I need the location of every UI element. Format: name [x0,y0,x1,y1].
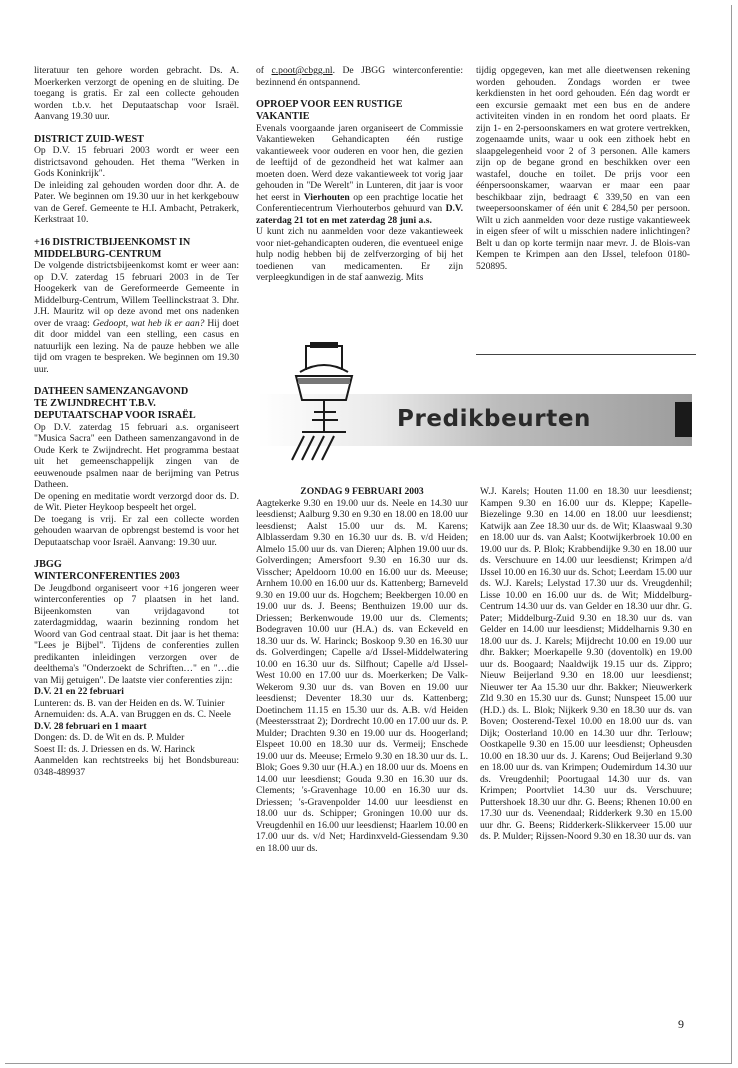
heading-middelburg [34,237,239,261]
preaching-column-2 [480,486,692,843]
heading-line: MIDDELBURG-CENTRUM [34,248,162,260]
column-1 [34,65,239,778]
preaching-heading: ZONDAG 9 FEBRUARI 2003 [300,486,424,497]
page-number: 9 [678,1017,684,1031]
conference-line: Aanmelden kan rechtstreeks bij het Bondsbureau: 0348-489937 [34,755,239,778]
bold-text: D.V. zaterdag 21 tot en met zaterdag 28 juni a.s. [256,203,463,226]
text: De volgende districtsbijeenkomst komt er weer aan: op D.V. zaterdag 15 februari 2003 in de Ter Hoogekerk van de Gereformeerde Gemeente in Middelburg-Centrum, Willem Teellinckstraat 3. Dhr. J.H. Mauritz wil op deze avond met ons nadenken over de vraag: [34,260,239,329]
date-line: D.V. 21 en 22 februari [34,686,124,698]
bold-text: Vierhouten [303,191,350,203]
heading-datheen [34,386,239,421]
paragraph: Op D.V. zaterdag 15 februari a.s. organiseert "Musica Sacra" een Datheen samenzangavond in de Oude Kerk te Zwijndrecht. Het programma bestaat uit het gemeenschappelijk zingen van de eeuwenoude psalmen naar de berijming van Petrus Datheen. [34,421,239,491]
heading-line: TE ZWIJNDRECHT T.B.V. [34,398,156,410]
paragraph [256,123,463,227]
heading-line: JBGG [34,559,62,571]
italic-question: Gedoopt, wat heb ik er aan? [92,317,205,329]
heading-jbgg [34,559,239,583]
column-3 [476,65,690,272]
heading-line: WINTERCONFERENTIES 2003 [34,571,180,583]
preaching-text: Aagtekerke 9.30 en 19.00 uur ds. Neele en 14.30 uur leesdienst; Aalburg 9.30 en 9.30 en 18.00 en 18.00 uur leesdienst; Aalst 15.00 uur ds. M. Karens; Alblasserdam 9.30 en 16.30 uur ds. B. v/d Heiden; Almelo 15.00 uur ds. van Dieren; Alphen 19.00 uur ds. Golverdingen; Amersfoort 9.30 en 16.30 uur ds. Visscher; Apeldoorn 10.00 en 16.00 uur ds. Meeuse; Arnhem 10.00 en 16.00 uur ds. Kattenberg; Barneveld 9.30 en 19.00 uur ds. Hogchem; Beekbergen 10.00 en 19.00 uur ds. J. Beens; Benthuizen 19.00 uur ds. Driessen; Berkenwoude 19.00 uur ds. Clements; Bodegraven 10.00 uur (H.A.) ds. van Eckeveld en 18.30 uur ds. W. Harinck; Boskoop 9.30 en 16.30 uur ds. Golverdingen; Capelle a/d IJssel-Middelwatering 10.00 en 16.30 uur ds. Silfhout; Capelle a/d IJssel-West 10.00 en 17.00 uur ds. Moerkerken; De Valk-Wekerom 9.30 uur ds. van Boven en 19.00 uur leesdienst; Deventer 18.30 uur ds. Kattenberg; Doetinchem 11.15 en 15.30 uur ds. A.B. v/d Heiden (Meestersstraat 2); Dordrecht 10.00 en 17.00 uur ds. P. Mulder; Drachten 9.30 en 19.00 uur ds. Hoogerland; Elspeet 10.00 en 18.30 uur ds. Vermeij; Enschede 19.00 uur ds. Meeuse; Ermelo 9.30 en 18.30 uur ds. L. Blok; Goes 9.30 uur (H.A.) en 18.00 uur ds. Moens en 14.00 uur leesdienst; Gouda 9.30 en 16.30 uur ds. Clements; 's-Gravenhage 10.00 en 16.30 uur ds. Driessen; 's-Gravenpolder 14.00 uur leesdienst en 18.00 uur ds. Schipper; Groningen 10.00 uur ds. Vreugdenhil en 16.00 uur leesdienst; Haarlem 10.00 en 17.00 uur ds. v/d Net; Hardinxveld-Giessendam 9.30 en 18.00 uur ds. [256,497,468,854]
heading-district-zuid-west: DISTRICT ZUID-WEST [34,133,144,145]
preaching-text: W.J. Karels; Houten 11.00 en 18.30 uur leesdienst; Kampen 9.30 en 16.00 uur ds. Kleppe; Kapelle-Biezelinge 9.30 en 14.00 en 18.00 uur leesdienst; Katwijk aan Zee 18.30 uur ds. de Wit; Klaaswaal 9.30 en 18.00 uur ds. van Aalst; Kootwijkerbroek 10.00 en 19.00 uur ds. P. Blok; Krabbendijke 9.30 en 18.00 uur ds. Verschuure en 14.00 uur leesdienst; Krimpen a/d IJssel 10.00 en 16.30 uur ds. Schot; Leerdam 15.00 uur ds. W.J. Karels; Lelystad 17.30 uur ds. Vreugdenhil; Lisse 10.00 en 16.00 uur ds. de Wit; Middelburg-Centrum 14.30 uur ds. van Gelder en 18.30 uur dhr. G. Pater; Middelburg-Zuid 9.30 en 18.30 uur ds. van Gelder en 14.00 uur leesdienst; Middelharnis 9.30 en 18.00 uur ds. J. Karels; Mijdrecht 10.00 en 19.00 uur dhr. Bakker; Moerkapelle 9.30 (doventolk) en 19.00 uur ds. Boogaard; Naaldwijk 19.15 uur ds. Zippro; Nieuw Beijerland 9.30 en 18.00 uur leesdienst; Nieuwer ter Aa 15.30 uur dhr. Bakker; Nieuwerkerk Zld 9.30 en 15.30 uur ds. Gunst; Nunspeet 15.00 uur (H.D.) ds. L. Blok; Nijkerk 9.30 en 18.30 uur ds. van Boven; Oosterend-Texel 10.00 en 18.00 uur ds. van Dijk; Oosterland 10.00 en 14.30 uur dhr. Terlouw; Oostkapelle 9.30 en 15.00 uur leesdienst; Opheusden 10.00 en 18.30 uur ds. J. Karens; Oud Beijerland 9.30 en 18.00 uur ds. van Krimpen; Oudemirdum 14.30 uur ds. Vreugdenhil; Poortugaal 14.30 uur ds. van Krimpen; Poortvliet 14.30 uur ds. Verschuure; Puttershoek 18.30 uur dhr. G. Beens; Rhenen 10.00 en 17.30 uur ds. Veenendaal; Ridderkerk 9.30 en 15.00 uur dhr. G. Beens; Ridderkerk-Slikkerveer 15.00 uur ds. P. Mulder; Rijssen-Noord 9.30 en 18.30 uur ds. van [480,486,692,842]
conference-line: Lunteren: ds. B. van der Heiden en ds. W. Tuinier [34,697,225,709]
conference-line: Dongen: ds. D. de Wit en ds. P. Mulder [34,732,185,744]
heading-line: DATHEEN SAMENZANGAVOND [34,386,189,398]
paragraph: literatuur ten gehore worden gebracht. Ds. A. Moerkerken verzorgt de opening en de sluiting. De toegang is gratis. Er zal een collecte gehouden worden t.b.v. het Deputaatschap voor Israël. Aanvang 19.30 uur. [34,65,239,122]
text: op een prachtige locatie het Conferentiecentrum Vierhouterbos gehuurd van [256,191,464,215]
date-line: D.V. 28 februari en 1 maart [34,720,147,732]
text: . De JBGG winterconferentie: bezinnend én ontspannend. [256,65,463,88]
text: of [256,65,264,76]
paragraph: U kunt zich nu aanmelden voor deze vakantieweek voor niet-gehandicapten ouderen, die eventueel enige hulp nodig hebben bij de zelfverzorging of bij het toedienen van medicamenten. Er zijn verpleegkundigen in de staf aanwezig. Mits [256,226,463,284]
paragraph [256,65,463,88]
divider [476,354,696,355]
paragraph: Op D.V. 15 februari 2003 wordt er weer een districtsavond gehouden. Het thema "Werken in Gods Koninkrijk". [34,145,239,180]
heading-line: VAKANTIE [256,110,310,122]
paragraph: De Jeugdbond organiseert voor +16 jongeren weer winterconferenties op 7 plaatsen in het land. Bijeenkomsten van vrijdagavond tot zaterdagmiddag, waarin bezinning rondom het Woord van God centraal staat. Dit jaar is het thema: "Lees je Bijbel". Tijdens de conferenties zullen predikanten inleidingen verzorgen over de deelthema's "Onderzoekt de Schriften…" en "…die van Mij getuigen". De laatste vier conferenties zijn: [34,582,239,686]
conference-line: Soest II: ds. J. Driessen en ds. W. Harinck [34,743,195,755]
column-2 [256,65,463,284]
text: Hij doet dit door middel van een stelling, een casus en natuurlijk een lezing. Na de pauze hebben we alle tijd om vragen te bespreken. We beginnen om 19.30 uur. [34,317,239,375]
paragraph: De toegang is vrij. Er zal een collecte worden gehouden waarvan de opbrengst bestemd is voor het Deputaatschap voor Israël. Aanvang: 19.30 uur. [34,513,239,548]
heading-oproep [256,99,463,123]
heading-line: OPROEP VOOR EEN RUSTIGE [256,99,403,110]
banner-title: Predikbeurten [397,406,591,432]
preaching-column-1 [256,486,468,854]
pulpit-icon [284,336,364,464]
paragraph [34,260,239,375]
paragraph: De opening en meditatie wordt verzorgd door ds. D. de Wit. Pieter Heykoop bespeelt het orgel. [34,490,239,514]
heading-line: +16 DISTRICTBIJEENKOMST IN [34,236,191,248]
conference-line: Arnemuiden: ds. A.A. van Bruggen en ds. C. Neele [34,709,231,721]
paragraph: De inleiding zal gehouden worden door dhr. A. de Pater. We beginnen om 19.30 uur in het kerkgebouw van de Geref. Gemeente te H.I. Ambacht, Petrakerk, Kerkstraat 10. [34,179,239,226]
email-link[interactable]: c.poot@cbgg.nl [271,65,333,76]
paragraph: tijdig opgegeven, kan met alle dieetwensen rekening worden gehouden. Zondags worden er twee kerkdiensten in het oord gehouden. Eén dag wordt er een excursie gemaakt met een bus en de andere activiteiten vinden in en rondom het oord plaats. Er zijn 1- en 2-persoonskamers en wat grotere vertrekken, zogenaamde units, waar u ook een zithoek hebt en slaapgelegenheid voor 2 of 3 personen. Alle kamers zijn op de begane grond en beschikken over een wastafel, douche en toilet. De prijs voor een éénpersoonskamer, waarvan er maar een paar beschikbaar zijn, bedraagt € 339,50 en van een tweepersoonskamer of één unit € 284,50 per persoon. Wilt u zich aanmelden voor deze rustige vakantieweek in eigen sfeer of wilt u misschien nadere inlichtingen? Belt u dan op korte termijn naar mevr. J. de Blois-van Kempen te Krimpen aan den IJssel, telefoon 0180-520895. [476,65,690,272]
text: Evenals voorgaande jaren organiseert de Commissie Vakantieweken Gehandicapten één rustige vakantieweek voor ouderen en voor hen, die gezien de leeftijd of de gezondheid het wat kalmer aan moeten doen. Werd deze vakantieweek tot vorig jaar gehouden in "De Werelt" in Lunteren, dit jaar is voor het eerst in [256,122,463,203]
heading-line: DEPUTAATSCHAP VOOR ISRAËL [34,409,196,421]
banner-square [675,402,692,437]
